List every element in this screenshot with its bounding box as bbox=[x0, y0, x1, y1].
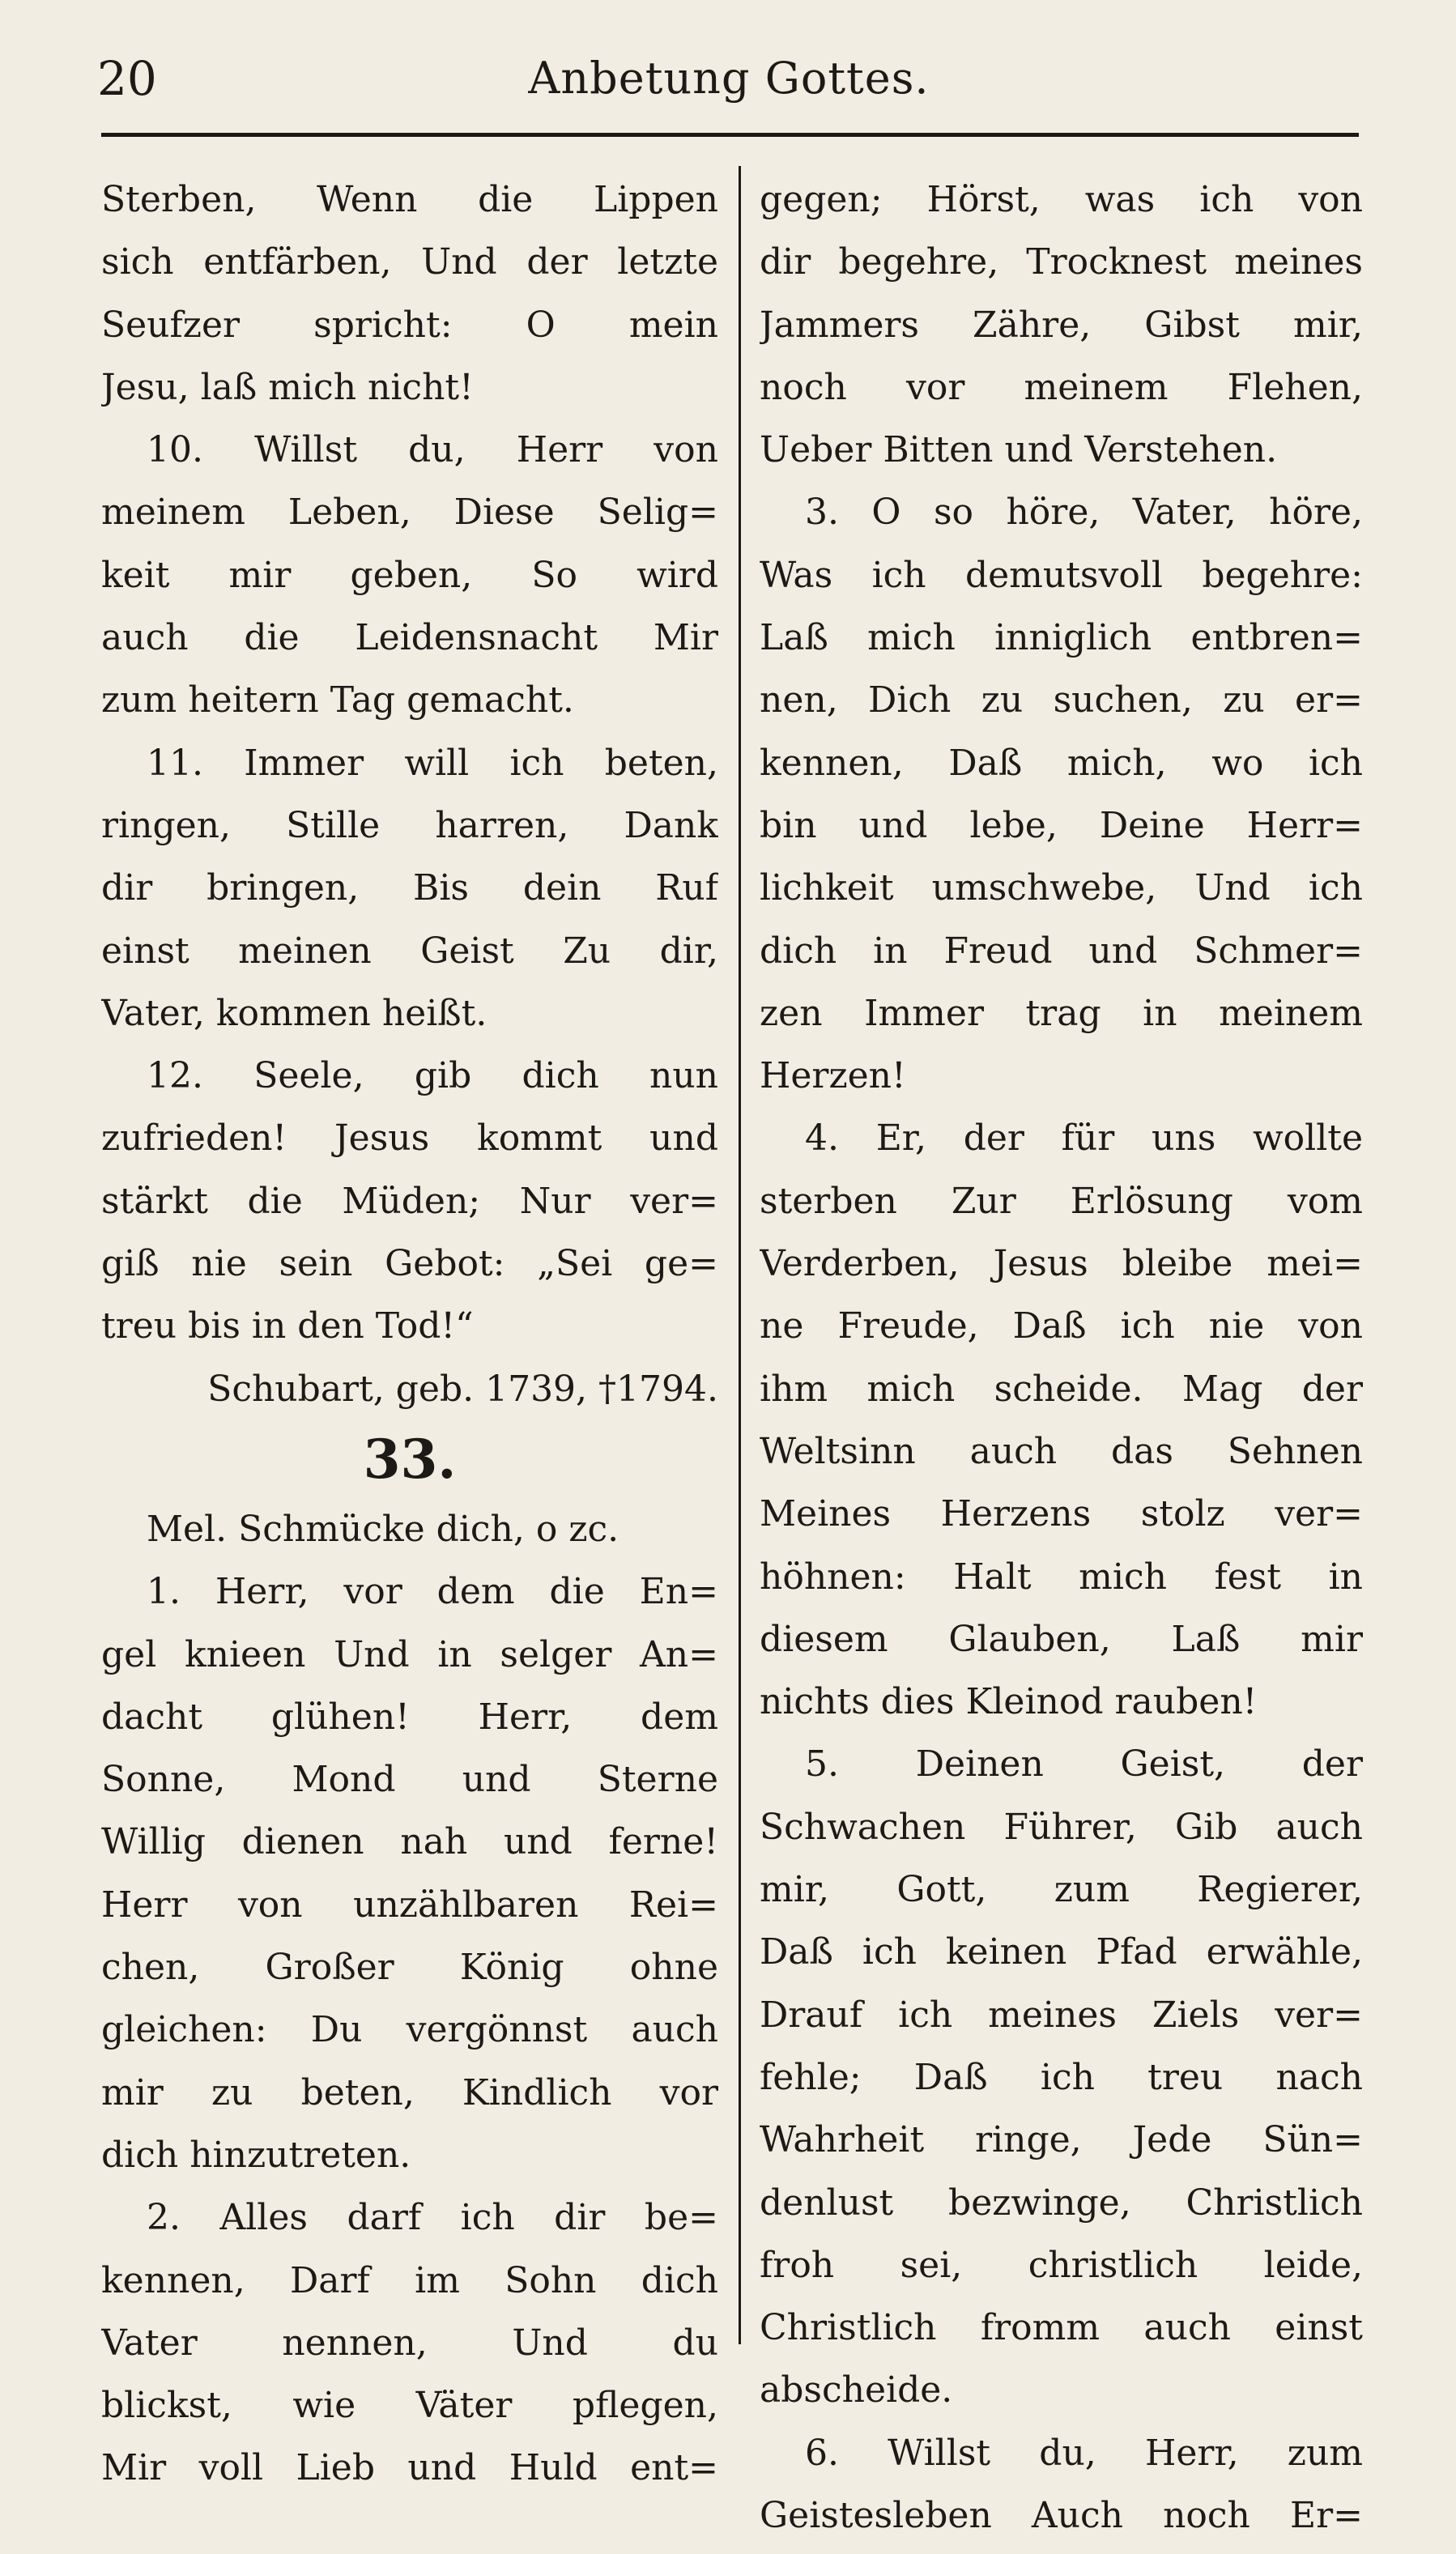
text-line: ringen, Stille harren, Dank bbox=[101, 804, 718, 846]
text-line: gel knieen Und in selger An= bbox=[101, 1633, 718, 1675]
verse-start-line: 4. Er, der für uns wollte bbox=[805, 1117, 1363, 1160]
verse-start-line: 3. O so höre, Vater, höre, bbox=[805, 492, 1363, 534]
hymn-number: 33. bbox=[363, 1427, 457, 1491]
text-line: auch die Leidensnacht Mir bbox=[101, 617, 718, 659]
text-line: noch vor meinem Flehen, bbox=[760, 366, 1363, 408]
text-line: Herr von unzählbaren Rei= bbox=[101, 1884, 718, 1926]
text-line: giß nie sein Gebot: „Sei ge= bbox=[101, 1243, 718, 1285]
verse-start-line: 5. Deinen Geist, der bbox=[805, 1743, 1363, 1786]
author-attribution: Schubart, geb. 1739, †1794. bbox=[207, 1368, 718, 1410]
text-line: Drauf ich meines Ziels ver= bbox=[760, 1994, 1363, 2036]
text-line: chen, Großer König ohne bbox=[101, 1947, 718, 1989]
text-line: Seufzer spricht: O mein bbox=[101, 304, 718, 346]
page-number: 20 bbox=[97, 51, 157, 106]
text-line: zufrieden! Jesus kommt und bbox=[101, 1117, 718, 1160]
text-line: Laß mich inniglich entbren= bbox=[760, 617, 1363, 659]
text-line: Verderben, Jesus bleibe mei= bbox=[760, 1243, 1363, 1285]
header-rule bbox=[101, 133, 1359, 137]
text-line: Herzen! bbox=[760, 1055, 906, 1097]
text-line: bin und lebe, Deine Herr= bbox=[760, 804, 1363, 846]
text-line: sterben Zur Erlösung vom bbox=[760, 1180, 1363, 1222]
text-line: treu bis in den Tod!“ bbox=[101, 1305, 474, 1347]
text-line: Jammers Zähre, Gibst mir, bbox=[760, 304, 1363, 346]
text-line: Daß ich keinen Pfad erwähle, bbox=[760, 1931, 1363, 1973]
text-line: stärkt die Müden; Nur ver= bbox=[101, 1180, 718, 1222]
text-line: mir zu beten, Kindlich vor bbox=[101, 2071, 718, 2113]
text-line: keit mir geben, So wird bbox=[101, 554, 718, 596]
text-line: Was ich demutsvoll begehre: bbox=[760, 554, 1363, 596]
text-line: Vater nennen, Und du bbox=[101, 2322, 718, 2364]
text-line: dich hinzutreten. bbox=[101, 2134, 411, 2176]
text-line: blickst, wie Väter pflegen, bbox=[101, 2385, 718, 2427]
text-line: kennen, Daß mich, wo ich bbox=[760, 742, 1363, 784]
text-line: gegen; Hörst, was ich von bbox=[760, 179, 1363, 220]
verse-start-line: 12. Seele, gib dich nun bbox=[147, 1055, 718, 1097]
page-header bbox=[97, 42, 1360, 115]
text-line: Weltsinn auch das Sehnen bbox=[760, 1430, 1363, 1472]
text-line: nen, Dich zu suchen, zu er= bbox=[760, 679, 1363, 722]
right-column bbox=[760, 168, 1363, 2547]
text-line: kennen, Darf im Sohn dich bbox=[101, 2259, 718, 2301]
running-title: Anbetung Gottes. bbox=[528, 53, 930, 104]
verse-start-line: 6. Willst du, Herr, zum bbox=[805, 2432, 1363, 2474]
text-line: zum heitern Tag gemacht. bbox=[101, 679, 574, 722]
text-line: mir, Gott, zum Regierer, bbox=[760, 1869, 1363, 1911]
text-line: einst meinen Geist Zu dir, bbox=[101, 930, 718, 972]
text-line: denlust bezwinge, Christlich bbox=[760, 2182, 1363, 2224]
text-line: dacht glühen! Herr, dem bbox=[101, 1696, 718, 1738]
text-line: lichkeit umschwebe, Und ich bbox=[760, 867, 1363, 909]
melody-note: Mel. Schmücke dich, o zc. bbox=[147, 1508, 619, 1550]
text-line: Mir voll Lieb und Huld ent= bbox=[101, 2447, 718, 2489]
text-line: Schwachen Führer, Gib auch bbox=[760, 1806, 1363, 1848]
text-line: zen Immer trag in meinem bbox=[760, 992, 1363, 1034]
text-line: Meines Herzens stolz ver= bbox=[760, 1493, 1363, 1535]
text-line: ihm mich scheide. Mag der bbox=[760, 1368, 1363, 1410]
text-line: fehle; Daß ich treu nach bbox=[760, 2056, 1363, 2098]
column-divider bbox=[739, 166, 741, 2344]
text-line: nichts dies Kleinod rauben! bbox=[760, 1681, 1258, 1723]
text-line: Ueber Bitten und Verstehen. bbox=[760, 429, 1278, 471]
verse-start-line: 2. Alles darf ich dir be= bbox=[147, 2197, 718, 2239]
text-line: Wahrheit ringe, Jede Sün= bbox=[760, 2119, 1363, 2161]
text-line: dir begehre, Trocknest meines bbox=[760, 241, 1363, 283]
text-line: Sterben, Wenn die Lippen bbox=[101, 179, 718, 220]
text-line: abscheide. bbox=[760, 2369, 953, 2411]
verse-start-line: 1. Herr, vor dem die En= bbox=[147, 1571, 718, 1613]
text-line: Geistesleben Auch noch Er= bbox=[760, 2494, 1363, 2536]
text-line: froh sei, christlich leide, bbox=[760, 2244, 1363, 2286]
text-line: diesem Glauben, Laß mir bbox=[760, 1618, 1363, 1660]
text-line: Christlich fromm auch einst bbox=[760, 2307, 1363, 2349]
text-line: gleichen: Du vergönnst auch bbox=[101, 2009, 718, 2051]
text-line: Sonne, Mond und Sterne bbox=[101, 1759, 718, 1801]
text-line: Jesu, laß mich nicht! bbox=[101, 366, 474, 408]
text-line: Willig dienen nah und ferne! bbox=[101, 1821, 718, 1863]
text-line: Vater, kommen heißt. bbox=[101, 992, 487, 1034]
text-line: meinem Leben, Diese Selig= bbox=[101, 492, 718, 534]
text-line: dir bringen, Bis dein Ruf bbox=[101, 867, 718, 909]
verse-start-line: 11. Immer will ich beten, bbox=[147, 742, 718, 784]
text-line: sich entfärben, Und der letzte bbox=[101, 241, 718, 283]
text-line: ne Freude, Daß ich nie von bbox=[760, 1305, 1363, 1347]
text-line: höhnen: Halt mich fest in bbox=[760, 1556, 1363, 1598]
left-column bbox=[101, 168, 718, 2500]
text-line: dich in Freud und Schmer= bbox=[760, 930, 1363, 972]
verse-start-line: 10. Willst du, Herr von bbox=[147, 429, 718, 471]
